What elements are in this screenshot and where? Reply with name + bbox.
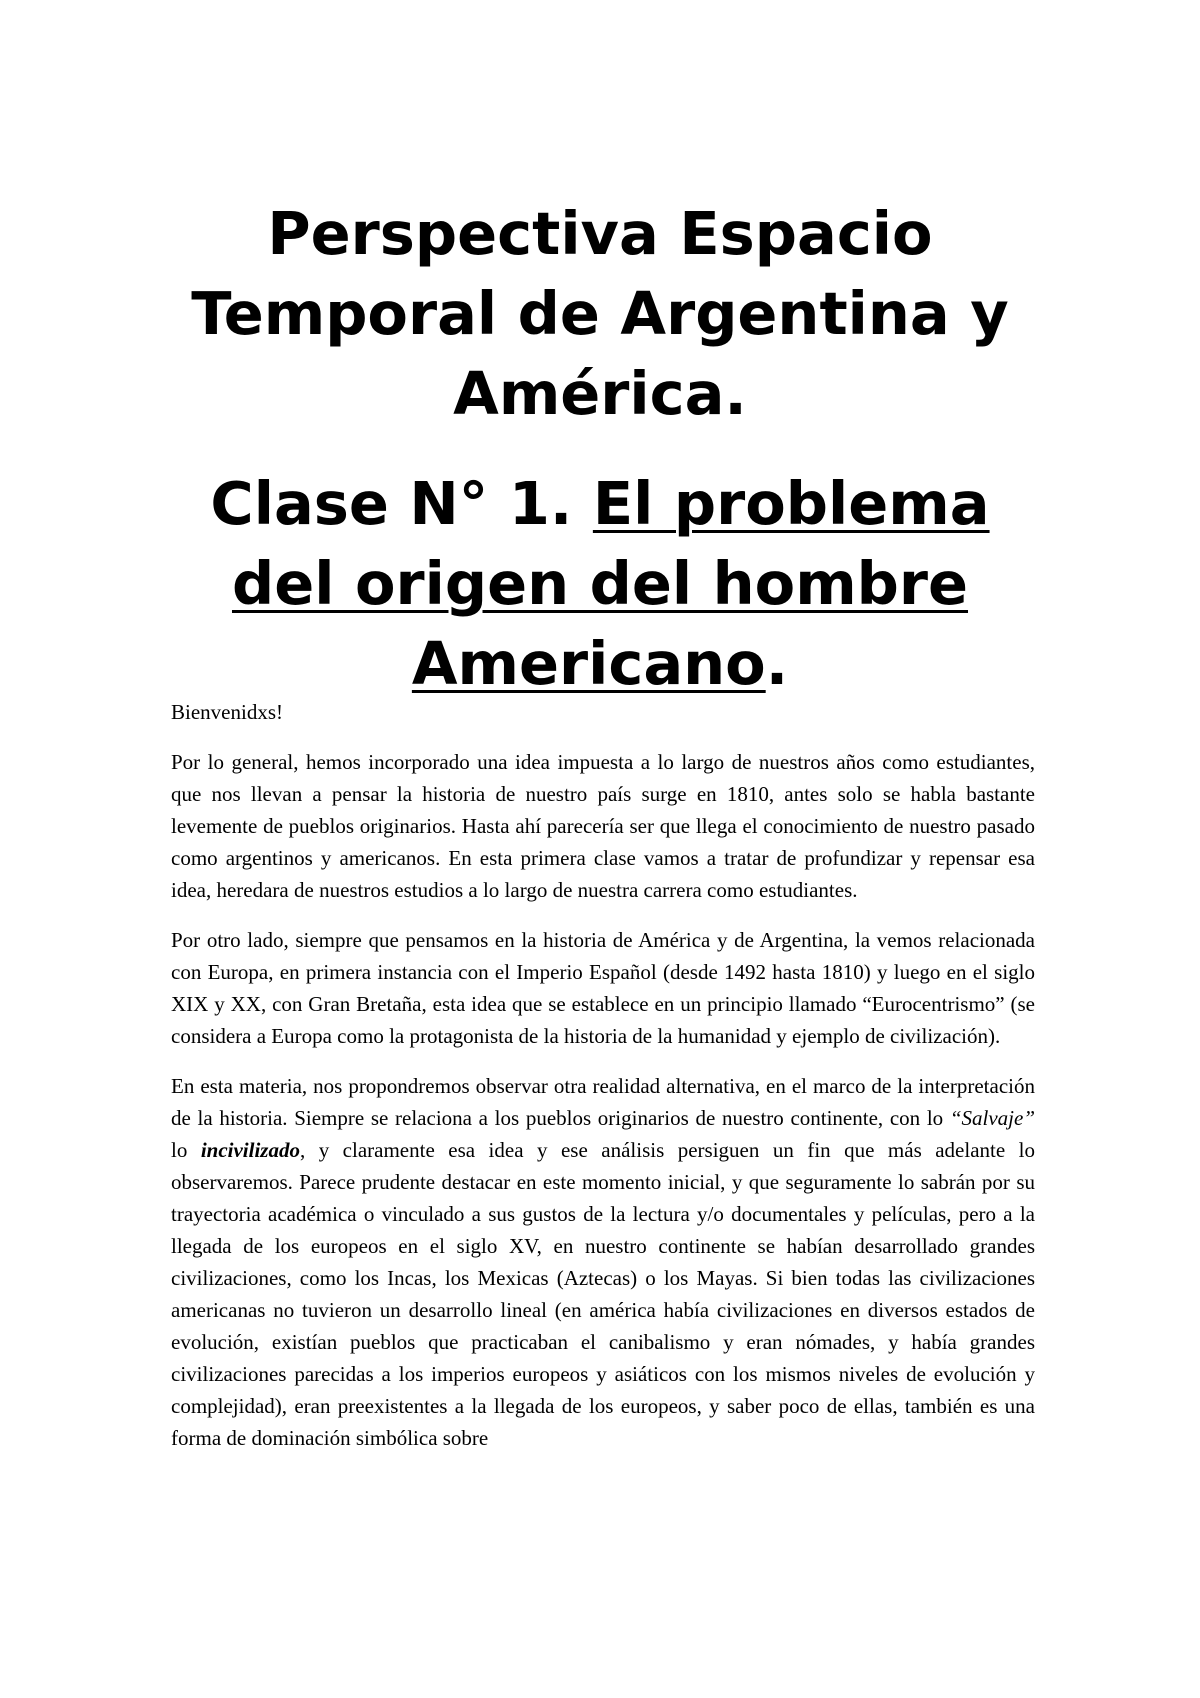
document-body xyxy=(171,696,1035,1472)
incivilizado-term: incivilizado xyxy=(200,1138,300,1162)
paragraph-1: Por lo general, hemos incorporado una idea impuesta a lo largo de nuestros años como estudiantes, que nos llevan a pensar la historia de nuestro país surge en 1810, antes solo se habla bastante levemente de pueblos originarios. Hasta ahí parecería ser que llega el conocimiento de nuestro pasado como argentinos y americanos. En esta primera clase vamos a tratar de profundizar y repensar esa idea, heredara de nuestros estudios a lo largo de nuestra carrera como estudiantes. xyxy=(171,750,1035,902)
greeting: Bienvenidxs! xyxy=(171,700,283,724)
class-heading-topic: El problema del origen del hombre Americano xyxy=(231,469,990,698)
class-heading xyxy=(150,464,1050,704)
class-heading-suffix: . xyxy=(765,629,789,698)
paragraph-3 xyxy=(171,1070,1035,1454)
document-title: Perspectiva Espacio Temporal de Argentina y América. xyxy=(191,199,1009,428)
paragraph-3-part-1: En esta materia, nos propondremos observar otra realidad alternativa, en el marco de la interpretación de la historia. Siempre se relaciona a los pueblos originarios de nuestro continente, con lo xyxy=(171,1074,1035,1130)
paragraph-3-part-2: lo xyxy=(171,1138,201,1162)
class-heading-prefix: Clase N° 1. xyxy=(210,469,593,538)
paragraph-3-part-3: , y claramente esa idea y ese análisis persiguen un fin que más adelante lo observaremos. Parece prudente destacar en este momento inicial, y que seguramente lo sabrán por su trayectoria académica o vinculado a sus gustos de la lectura y/o documentales y películas, pero a la llegada de los europeos en el siglo XV, en nuestro continente se habían desarrollado grandes civilizaciones, como los Incas, los Mexicas (Aztecas) o los Mayas. Si bien todas las civilizaciones americanas no tuvieron un desarrollo lineal (en américa había civilizaciones en diversos estados de evolución, existían pueblos que practicaban el canibalismo y eran nómades, y había grandes civilizaciones parecidas a los imperios europeos y asiáticos con los mismos niveles de evolución y complejidad), eran preexistentes a la llegada de los europeos, y saber poco de ellas, también es una forma de dominación simbólica sobre xyxy=(171,1138,1035,1450)
paragraph-2: Por otro lado, siempre que pensamos en la historia de América y de Argentina, la vemos relacionada con Europa, en primera instancia con el Imperio Español (desde 1492 hasta 1810) y luego en el siglo XIX y XX, con Gran Bretaña, esta idea que se establece en un principio llamado “Eurocentrismo” (se considera a Europa como la protagonista de la historia de la humanidad y ejemplo de civilización). xyxy=(171,928,1035,1048)
salvaje-term: “Salvaje” xyxy=(949,1106,1035,1130)
